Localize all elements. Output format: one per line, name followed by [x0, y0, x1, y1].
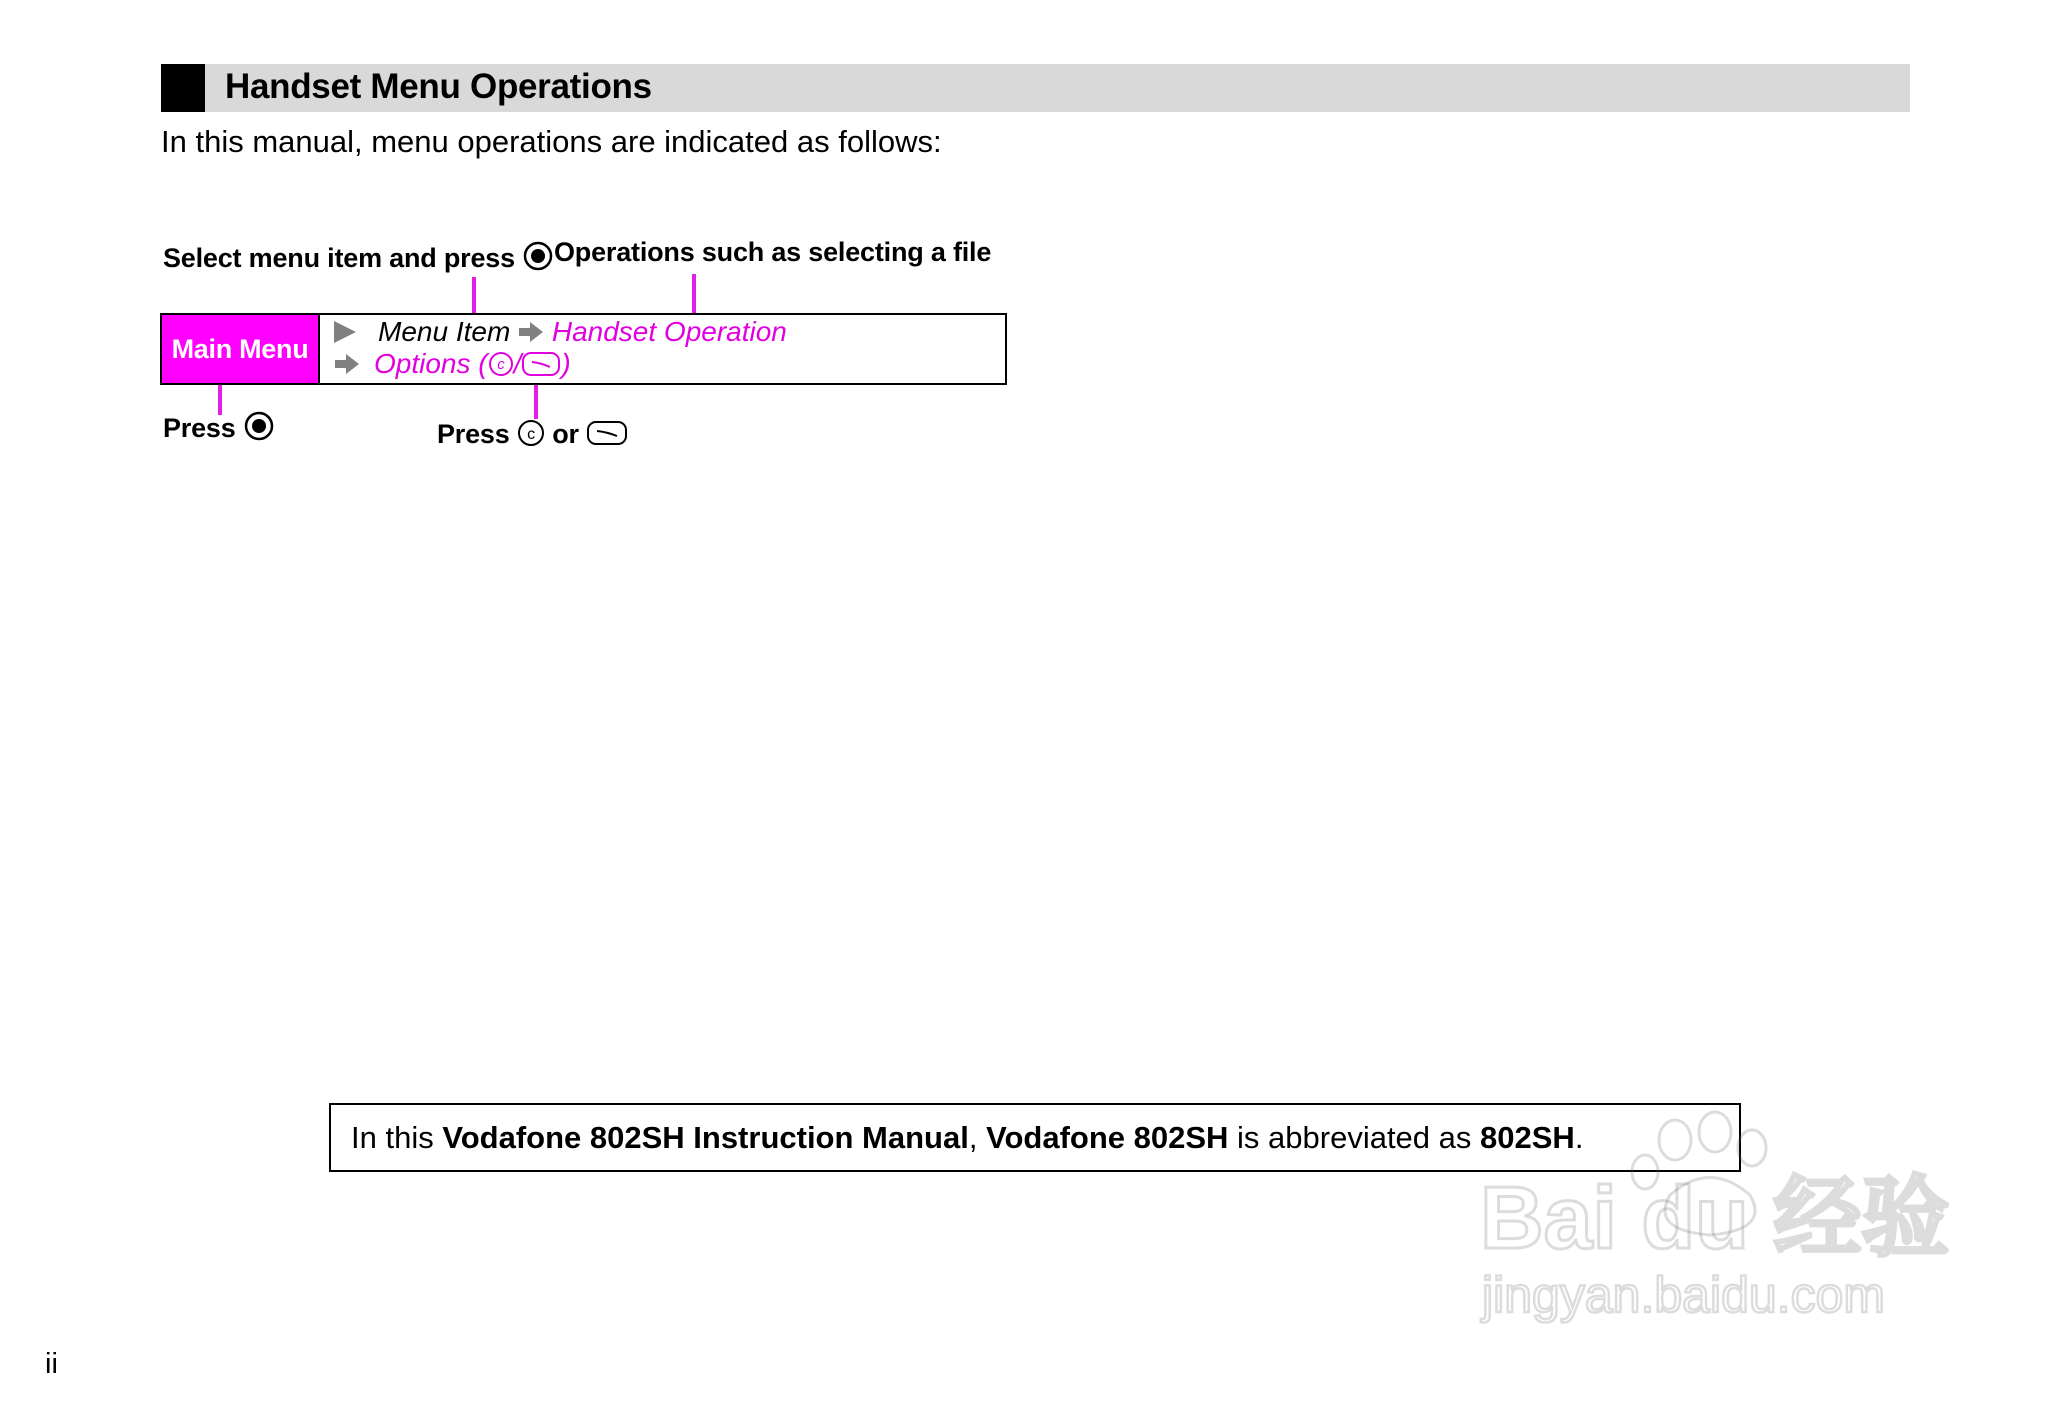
arrow-right-icon [518, 321, 544, 343]
operations-label: Operations such as selecting a file [554, 237, 992, 267]
page-number: ii [45, 1348, 58, 1380]
options-separator: / [513, 348, 522, 379]
select-label [163, 240, 554, 274]
center-key-icon [243, 410, 275, 442]
menu-item-text: Menu Item [378, 316, 511, 347]
softkey-icon [521, 350, 561, 378]
section-header-marker [161, 64, 205, 112]
handset-operation-text: Handset Operation [551, 316, 787, 347]
note-model-short: 802SH [1480, 1120, 1575, 1155]
menu-box-divider [318, 313, 320, 385]
arrow-right-icon [334, 353, 360, 375]
note-end: . [1574, 1120, 1584, 1155]
section-title: Handset Menu Operations [225, 67, 652, 106]
leader-line-operations [692, 274, 696, 314]
c-key-icon [488, 350, 514, 378]
note-middle: is abbreviated as [1228, 1120, 1481, 1155]
select-label-text: Select menu item and press [163, 243, 515, 273]
c-key-letter: c [526, 426, 535, 443]
c-key-letter: c [496, 356, 505, 373]
note-comma: , [968, 1120, 978, 1155]
watermark-url: jingyan.baidu.com [1482, 1267, 1886, 1323]
note-manual-name: Vodafone 802SH Instruction Manual [442, 1120, 969, 1155]
main-menu-tag-label: Main Menu [171, 334, 309, 364]
baidu-watermark [1470, 1100, 1970, 1330]
leader-line-keys [534, 385, 538, 419]
watermark-brand: Bai du 经验 [1480, 1168, 1950, 1267]
c-key-icon [517, 418, 545, 448]
leader-line-select [472, 277, 476, 314]
options-text: Options ( [374, 348, 488, 379]
triangle-bullet-icon [334, 321, 356, 343]
intro-text: In this manual, menu operations are indicated as follows: [161, 124, 942, 159]
press-center-label-text: Press [163, 413, 236, 443]
menu-row-2 [334, 348, 571, 380]
note-prefix: In this [351, 1120, 443, 1155]
press-keys-label [437, 418, 628, 450]
note-model-full: Vodafone 802SH [986, 1120, 1229, 1155]
options-close: ) [561, 348, 571, 379]
press-center-label [163, 410, 275, 444]
softkey-icon [586, 418, 628, 448]
center-key-icon [522, 240, 554, 272]
menu-row-1 [334, 316, 787, 348]
press-keys-label-text: Press [437, 419, 510, 449]
or-text: or [552, 419, 579, 449]
